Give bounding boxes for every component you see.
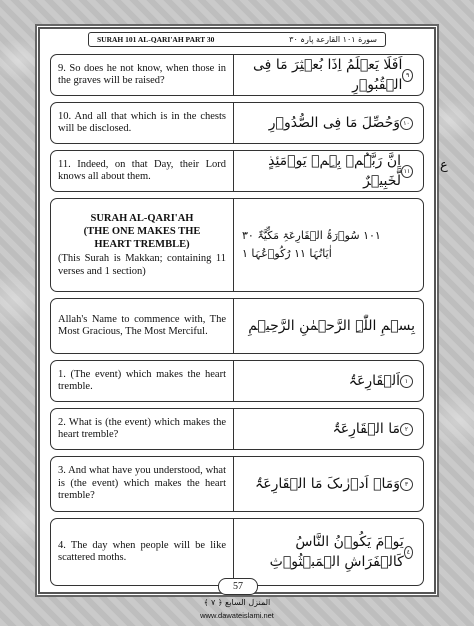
website-link[interactable]: www.dawateislami.net [200,611,274,620]
surah-title-line: (THE ONE MAKES THE [83,226,201,237]
translation-cell [51,409,234,449]
header-arabic: سورة ١٠١ القارعة پارہ ٣٠ [289,35,377,44]
ayah-number: ٢ [400,423,413,436]
arabic-cell [234,55,423,95]
ayah-number: ٩ [402,69,413,82]
page-header [88,32,386,47]
verse-table [50,54,424,592]
arabic-cell [234,457,423,511]
translation-text: 2. What is (the event) which makes the heart tremble? [58,416,226,440]
verse-row [50,360,424,402]
translation-text: 10. And all that which is in the chests will be disclosed. [58,110,226,134]
page-number: 57 [218,578,258,595]
ayah-number: ١ [400,375,413,388]
translation-cell [51,55,234,95]
translation-cell [51,457,234,511]
verse-row [50,456,424,512]
surah-title-line: SURAH AL-QARI'AH [90,213,194,224]
arabic-text: وَحُصِّلَ مَا فِی الصُّدُوۡرِ [268,115,400,131]
translation-text: 9. So does he not know, when those in the graves will be raised? [58,62,226,86]
bismillah-text: بِسۡمِ اللّٰہِ الرَّحۡمٰنِ الرَّحِیۡمِ [248,318,415,334]
ayah-number: ١٠ [400,117,413,130]
arabic-text: وَمَاۤ اَدۡرٰىکَ مَا الۡقَارِعَۃُ [255,476,400,492]
ayah-number: ٤ [404,546,413,559]
manzil-label: المنزل السابع ﴿ ٧ ﴾ [203,598,271,607]
translation-text: 3. And what have you understood, what is (the event) which makes the heart tremble? [58,465,226,502]
verse-row [50,518,424,586]
translation-text: 11. Indeed, on that Day, their Lord knows all about them. [58,158,226,182]
translation-cell [51,151,234,191]
arabic-cell [234,519,423,585]
arabic-cell [234,299,423,353]
surah-title-line: HEART TREMBLE) [94,239,190,250]
verse-row [50,102,424,144]
verse-row [50,54,424,96]
arabic-cell [234,151,423,191]
ruku-mark: ع [440,158,448,173]
translation-cell [51,361,234,401]
arabic-cell [234,409,423,449]
surah-note: (This Surah is Makkan; containing 11 verses and 1 section) [58,253,226,277]
surah-arabic-line: اٰیَاتُہَا ١١ رُکُوۡعُہَا ١ [242,247,332,260]
arabic-text: اِنَّ رَبَّہُمۡ بِہِمۡ یَوۡمَئِذٍ لَّخَبِیۡرٌ [268,153,402,189]
translation-text: 4. The day when people will be like scattered moths. [58,539,226,563]
bismillah-row [50,298,424,354]
surah-arabic-line: ١٠١ سُوۡرَۃُ الۡقَارِعَۃِ مَکِّیَّۃٌ ٣٠ [242,229,381,242]
translation-text: 1. (The event) which makes the heart tremble. [58,368,226,392]
arabic-text: اَفَلَا يَعۡلَمُ اِذَا بُعۡثِرَ مَا فِی الۡقُبُوۡرِ [253,57,403,93]
arabic-cell [234,361,423,401]
ayah-number: ٣ [400,478,413,491]
translation-cell [51,103,234,143]
verse-row [50,150,424,192]
header-english: SURAH 101 AL-QARI'AH PART 30 [97,35,215,44]
surah-arabic-cell [234,199,423,291]
translation-cell [51,299,234,353]
translation-cell [51,519,234,585]
verse-row [50,408,424,450]
arabic-text: یَوۡمَ یَکُوۡنُ النَّاسُ کَالۡفَرَاشِ الۡمَبۡثُوۡثِ [269,534,404,570]
arabic-cell [234,103,423,143]
surah-title-cell [51,199,234,291]
surah-intro-row [50,198,424,292]
arabic-text: مَا الۡقَارِعَۃُ [332,421,400,437]
arabic-text: اَلۡقَارِعَۃُ [348,373,400,389]
ayah-number: ١١ [401,165,413,178]
translation-text: Allah's Name to commence with, The Most Gracious, The Most Merciful. [58,313,226,337]
